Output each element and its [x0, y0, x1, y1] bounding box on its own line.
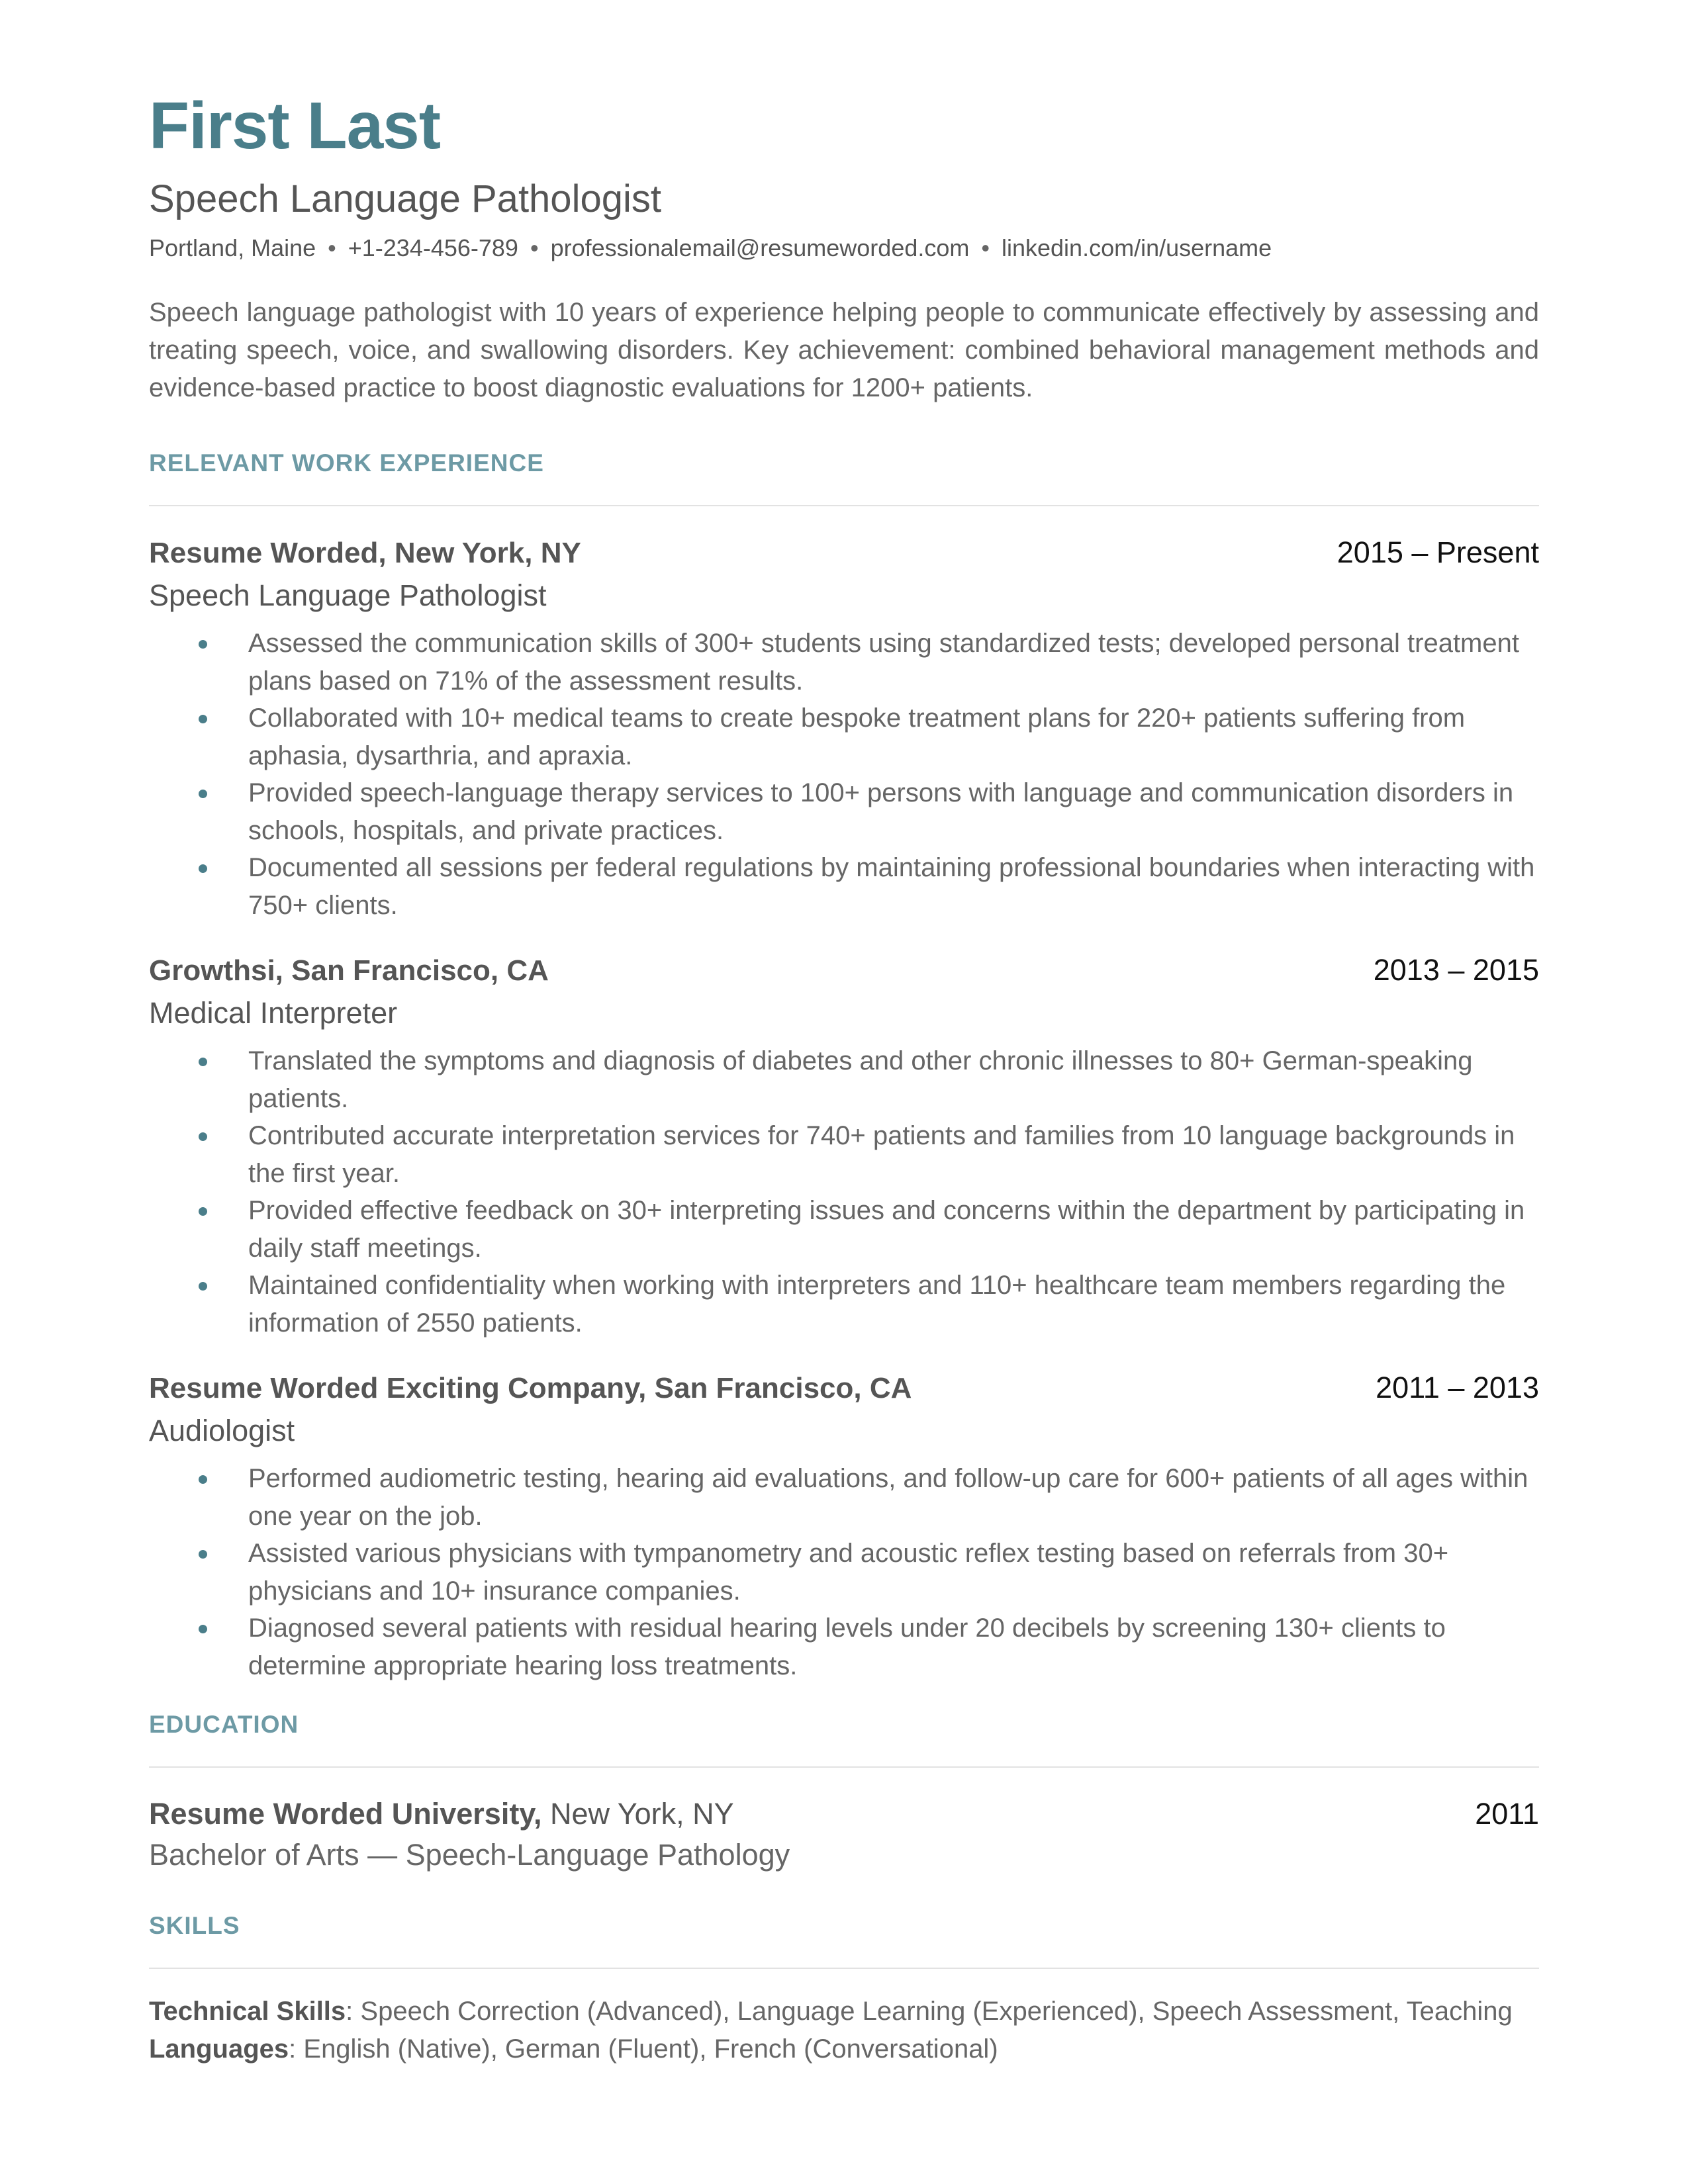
- job-header: [149, 950, 1539, 991]
- education-location: New York, NY: [541, 1797, 734, 1831]
- bullet-text: Assisted various physicians with tympanometry and acoustic reflex testing based on referrals from 30+ physicians and 10+ insurance companies.: [248, 1539, 1449, 1606]
- job-dates: 2015 – Present: [1336, 535, 1539, 569]
- education-school-line: [149, 1794, 734, 1834]
- bullet-dot-icon: [199, 1132, 207, 1141]
- education-section: [149, 1708, 1539, 1876]
- job-bullet: [149, 1535, 1539, 1610]
- bullet-dot-icon: [199, 715, 207, 723]
- skills-list: [149, 1993, 1539, 2068]
- skills-heading: SKILLS: [149, 1912, 240, 1939]
- candidate-name: First Last: [149, 89, 441, 163]
- contact-separator: •: [981, 234, 990, 261]
- job-header: [149, 1368, 1539, 1408]
- job-bullet: [149, 1267, 1539, 1342]
- bullet-dot-icon: [199, 790, 207, 798]
- job-bullet: [149, 1042, 1539, 1117]
- job-header: [149, 533, 1539, 573]
- bullet-text: Translated the symptoms and diagnosis of diabetes and other chronic illnesses to 80+ German-speaking patients.: [248, 1046, 1473, 1113]
- job-bullet: [149, 1610, 1539, 1684]
- education-degree: Bachelor of Arts — Speech-Language Pathology: [149, 1838, 790, 1872]
- contact-line: [149, 232, 1539, 265]
- contact-location: Portland, Maine: [149, 234, 316, 261]
- professional-summary: Speech language pathologist with 10 years of experience helping people to communicate effectively by assessing and treating speech, voice, and swallowing disorders. Key achievement: combined behavioral management methods and evidence-based practice to boost diagnostic evaluations for 1200+ patients.: [149, 298, 1539, 402]
- bullet-text: Documented all sessions per federal regulations by maintaining professional boundaries when interacting with 750+ clients.: [248, 853, 1535, 920]
- job-bullet: [149, 1460, 1539, 1535]
- section-divider: [149, 1968, 1539, 1969]
- technical-skills-value: : Speech Correction (Advanced), Language Learning (Experienced), Speech Assessment, Teaching: [346, 1997, 1513, 2026]
- job-entry: [149, 533, 1539, 924]
- job-bullets: [149, 1460, 1539, 1684]
- bullet-text: Diagnosed several patients with residual hearing levels under 20 decibels by screening 130+ clients to determine appropriate hearing loss treatments.: [248, 1614, 1446, 1680]
- languages-line: [149, 2030, 1539, 2068]
- experience-section: [149, 447, 1539, 1684]
- job-role: Audiologist: [149, 1414, 295, 1447]
- job-entry: [149, 950, 1539, 1342]
- bullet-dot-icon: [199, 1282, 207, 1291]
- section-divider: [149, 505, 1539, 506]
- bullet-dot-icon: [199, 1625, 207, 1633]
- bullet-text: Provided speech-language therapy services to 100+ persons with language and communication disorders in schools, hospitals, and private practices.: [248, 778, 1514, 845]
- contact-separator: •: [328, 234, 336, 261]
- skills-section: [149, 1909, 1539, 2068]
- job-company: Resume Worded Exciting Company, San Francisco, CA: [149, 1372, 912, 1404]
- contact-separator: •: [530, 234, 539, 261]
- education-year: 2011: [1475, 1797, 1539, 1831]
- bullet-dot-icon: [199, 1207, 207, 1216]
- bullet-dot-icon: [199, 1058, 207, 1066]
- contact-email: professionalemail@resumeworded.com: [550, 234, 970, 261]
- job-bullets: [149, 1042, 1539, 1342]
- contact-linkedin: linkedin.com/in/username: [1001, 234, 1272, 261]
- bullet-text: Collaborated with 10+ medical teams to create bespoke treatment plans for 220+ patients suffering from aphasia, dysarthria, and apraxia.: [248, 704, 1466, 770]
- languages-value: : English (Native), German (Fluent), French (Conversational): [289, 2034, 998, 2064]
- education-school: Resume Worded University,: [149, 1797, 542, 1831]
- contact-phone: +1-234-456-789: [348, 234, 518, 261]
- job-bullet: [149, 700, 1539, 774]
- section-divider: [149, 1766, 1539, 1768]
- job-role: Speech Language Pathologist: [149, 578, 547, 612]
- education-heading: EDUCATION: [149, 1711, 299, 1738]
- job-bullet: [149, 849, 1539, 924]
- job-bullet: [149, 1117, 1539, 1192]
- job-company: Growthsi, San Francisco, CA: [149, 954, 549, 987]
- experience-heading: RELEVANT WORK EXPERIENCE: [149, 449, 544, 477]
- bullet-dot-icon: [199, 640, 207, 649]
- bullet-dot-icon: [199, 1550, 207, 1559]
- candidate-title: Speech Language Pathologist: [149, 177, 661, 220]
- bullet-dot-icon: [199, 1475, 207, 1484]
- bullet-text: Assessed the communication skills of 300+ students using standardized tests; developed personal treatment plans based on 71% of the assessment results.: [248, 629, 1519, 696]
- education-header: [149, 1794, 1539, 1834]
- job-bullets: [149, 625, 1539, 924]
- job-bullet: [149, 774, 1539, 849]
- technical-skills-label: Technical Skills: [149, 1997, 346, 2026]
- bullet-text: Provided effective feedback on 30+ interpreting issues and concerns within the department by participating in daily staff meetings.: [248, 1196, 1525, 1263]
- resume-content: [149, 79, 1539, 2068]
- bullet-text: Contributed accurate interpretation services for 740+ patients and families from 10 language backgrounds in the first year.: [248, 1121, 1515, 1188]
- bullet-text: Maintained confidentiality when working with interpreters and 110+ healthcare team members regarding the information of 2550 patients.: [248, 1271, 1506, 1338]
- bullet-dot-icon: [199, 864, 207, 873]
- job-company: Resume Worded, New York, NY: [149, 537, 581, 569]
- technical-skills-line: [149, 1993, 1539, 2030]
- job-bullet: [149, 625, 1539, 700]
- job-entry: [149, 1368, 1539, 1684]
- job-bullet: [149, 1192, 1539, 1267]
- job-dates: 2013 – 2015: [1373, 953, 1539, 987]
- job-dates: 2011 – 2013: [1376, 1371, 1539, 1404]
- languages-label: Languages: [149, 2034, 289, 2064]
- bullet-text: Performed audiometric testing, hearing aid evaluations, and follow-up care for 600+ patients of all ages within one year on the job.: [248, 1464, 1528, 1531]
- job-role: Medical Interpreter: [149, 996, 398, 1030]
